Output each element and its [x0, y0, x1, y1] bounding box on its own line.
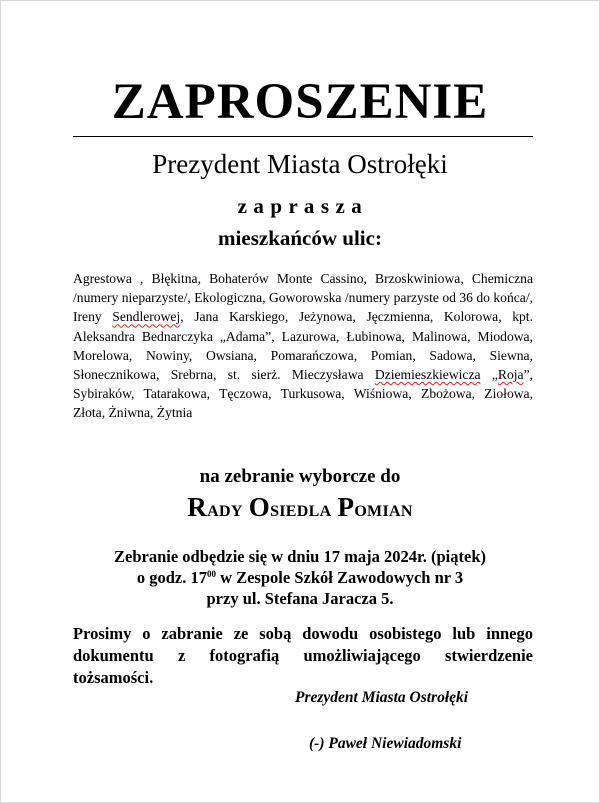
- subtitle: Prezydent Miasta Ostrołęki: [152, 149, 448, 179]
- invites-line: z a p r a s z a: [237, 194, 363, 218]
- spellcheck-word-sendlerowej: Sendlerowej: [112, 309, 181, 325]
- time-minutes: 00: [206, 569, 216, 579]
- meeting-intro: na zebranie wyborcze do: [199, 466, 401, 487]
- street-list: [73, 269, 533, 423]
- meeting-date: Zebranie odbędzie się w dniu 17 maja 2024r. (piątek): [113, 547, 487, 566]
- street-list-text-3: „: [480, 367, 498, 383]
- meeting-address: przy ul. Stefana Jaracza 5.: [206, 589, 394, 608]
- council-name: Rady Osiedla Pomian: [187, 492, 413, 522]
- page-title: ZAPROSZENIE: [111, 74, 489, 130]
- street-list-text-2: , Jana Karskiego, Jeżynowa, Jęczmienna, Kolorowa, kpt. Aleksandra Bednarczyka „Adama”, Lazurowa, Łubinowa, Malinowa, Miodowa, Morelowa, Nowiny, Owsiana, Pomarańczowa, Pomian, Sadowa, Siewna, Słonecznikowa, Srebrna, st. sierż. Mieczysława: [73, 309, 533, 383]
- signature-name: (-) Paweł Niewiadomski: [309, 735, 462, 752]
- id-request: Prosimy o zabranie ze sobą dowodu osobistego lub innego dokumentu z fotografią umożliwiającego stwierdzenie tożsamości.: [73, 624, 533, 687]
- signature-title: Prezydent Miasta Ostrołęki: [295, 689, 469, 706]
- street-list-text-1: Agrestowa , Błękitna, Bohaterów Monte Cassino, Brzoskwiniowa, Chemiczna /numery nieparzyste/, Ekologiczna, Goworowska /numery parzyste od 36 do końca/, Ireny: [73, 271, 533, 325]
- street-list-text-4: ”, Sybiraków, Tatarakowa, Tęczowa, Turkusowa, Wiśniowa, Zbożowa, Ziołowa, Złota, Żniwna, Żytnia: [73, 367, 533, 421]
- meeting-details: [1, 546, 599, 609]
- spellcheck-word-roja: Roja: [497, 367, 524, 383]
- title-divider: [73, 136, 533, 137]
- meeting-time-place: o godz. $17^{00}$ w Zespole Szkół Zawodowych nr 3: [136, 568, 464, 587]
- residents-heading: mieszkańców ulic:: [218, 226, 382, 250]
- spellcheck-word-dziemieszkiewicza: Dziemieszkiewicza: [374, 367, 481, 383]
